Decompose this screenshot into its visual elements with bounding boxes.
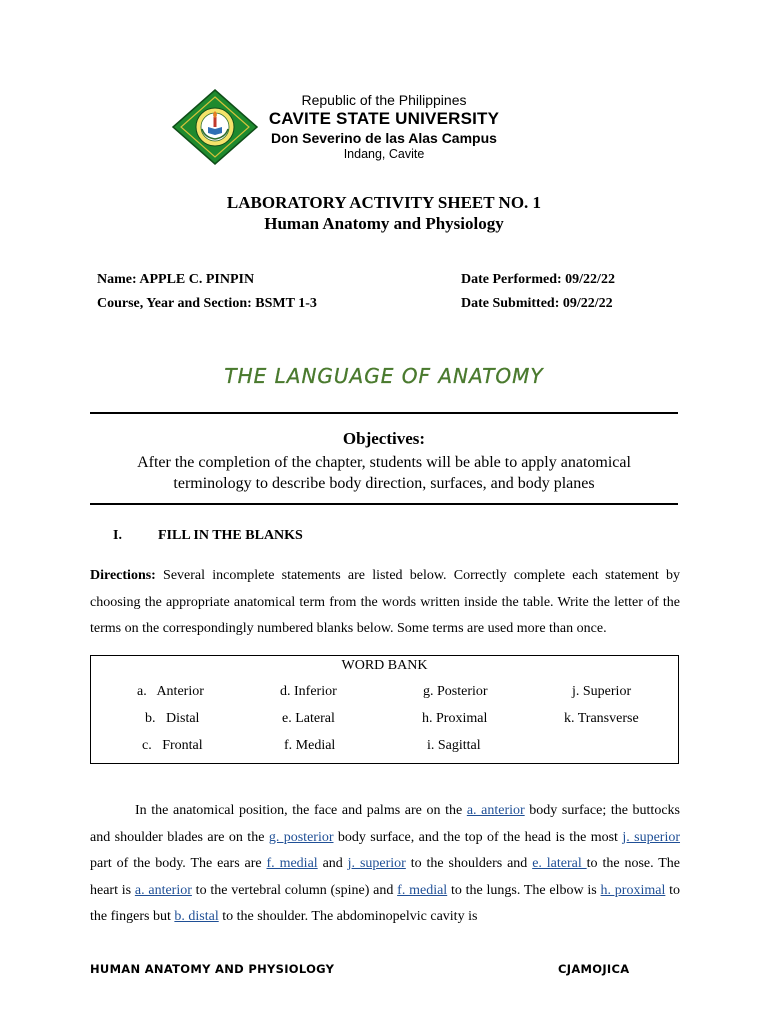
date-submitted: Date Submitted: 09/22/22 xyxy=(461,296,613,311)
sheet-title: LABORATORY ACTIVITY SHEET NO. 1 xyxy=(226,193,542,212)
date-performed: Date Performed: 09/22/22 xyxy=(461,272,615,287)
divider-top xyxy=(90,412,678,414)
paragraph-text: body surface; the buttocks and shoulder blades are on the xyxy=(90,803,680,845)
directions-text xyxy=(90,563,680,643)
answer-blank: f. medial xyxy=(266,856,318,871)
header-town: Indang, Cavite xyxy=(343,147,425,161)
divider-bottom xyxy=(90,503,678,505)
answer-blank: j. superior xyxy=(347,856,406,871)
answer-blank: f. medial xyxy=(397,882,448,898)
answer-blank: j. superior xyxy=(622,829,681,845)
word-bank-term: f. Medial xyxy=(284,738,336,753)
paragraph-text: to the shoulders and xyxy=(405,856,533,871)
student-name: Name: APPLE C. PINPIN xyxy=(97,272,255,287)
word-bank-term: a. Anterior xyxy=(137,684,204,699)
header-campus: Don Severino de las Alas Campus xyxy=(271,130,497,146)
course-section: Course, Year and Section: BSMT 1-3 xyxy=(97,296,317,311)
section-title: FILL IN THE BLANKS xyxy=(158,528,303,543)
paragraph-text: part of the body. The ears are xyxy=(90,856,267,871)
paragraph-text: to the fingers but xyxy=(90,882,681,924)
paragraph-text: to the vertebral column (spine) and xyxy=(191,882,398,898)
topic-title-text: THE LANGUAGE OF ANATOMY xyxy=(224,364,544,388)
directions-label: Directions: xyxy=(90,568,156,583)
answer-blank: e. lateral xyxy=(532,856,587,871)
paragraph-text: to the nose. The heart is xyxy=(90,856,681,898)
sheet-subtitle: Human Anatomy and Physiology xyxy=(264,214,504,233)
topic-title-wrap xyxy=(0,362,768,397)
paragraph-text: to the lungs. The elbow is xyxy=(447,882,601,898)
topic-title xyxy=(0,362,768,392)
answer-blank: a. anterior xyxy=(134,882,192,898)
word-bank-term: e. Lateral xyxy=(282,711,335,726)
paragraph-text: and xyxy=(317,856,348,871)
paragraph-text: body surface, and the top of the head is the most xyxy=(333,829,623,845)
word-bank xyxy=(90,655,679,764)
university-seal-icon xyxy=(172,89,258,165)
answer-blank: b. distal xyxy=(174,909,219,924)
word-bank-term: k. Transverse xyxy=(564,711,639,726)
paragraph-text: In the anatomical position, the face and palms are on the xyxy=(135,803,467,818)
section-number: I. xyxy=(113,528,122,543)
answer-blank: a. anterior xyxy=(466,803,525,818)
paragraph-text: to the shoulder. The abdominopelvic cavity is xyxy=(218,909,478,924)
word-bank-term: d. Inferior xyxy=(280,684,337,699)
objectives-text: After the completion of the chapter, students will be able to apply anatomical terminology to describe body direction, surfaces, and body planes xyxy=(137,454,631,492)
word-bank-term: j. Superior xyxy=(572,684,632,699)
header-republic: Republic of the Philippines xyxy=(301,92,467,108)
objectives-heading: Objectives: xyxy=(342,429,426,448)
word-bank-term: c. Frontal xyxy=(142,738,203,753)
footer-course: HUMAN ANATOMY AND PHYSIOLOGY xyxy=(90,962,335,976)
word-bank-term: i. Sagittal xyxy=(427,738,481,753)
word-bank-term: g. Posterior xyxy=(423,684,488,699)
directions-body: Several incomplete statements are listed below. Correctly complete each statement by choosing the appropriate anatomical term from the words written inside the table. Write the letter of the terms on the correspondingly numbered blanks below. Some terms are used more than once. xyxy=(90,568,680,636)
answer-blank: h. proximal xyxy=(600,882,666,898)
footer-author: CJAMOJICA xyxy=(558,962,630,976)
word-bank-term: h. Proximal xyxy=(422,711,488,726)
header-university: CAVITE STATE UNIVERSITY xyxy=(268,109,500,128)
word-bank-term: b. Distal xyxy=(145,711,200,726)
answer-blank: g. posterior xyxy=(268,829,334,845)
word-bank-title: WORD BANK xyxy=(341,658,428,673)
answer-paragraph xyxy=(90,798,680,931)
